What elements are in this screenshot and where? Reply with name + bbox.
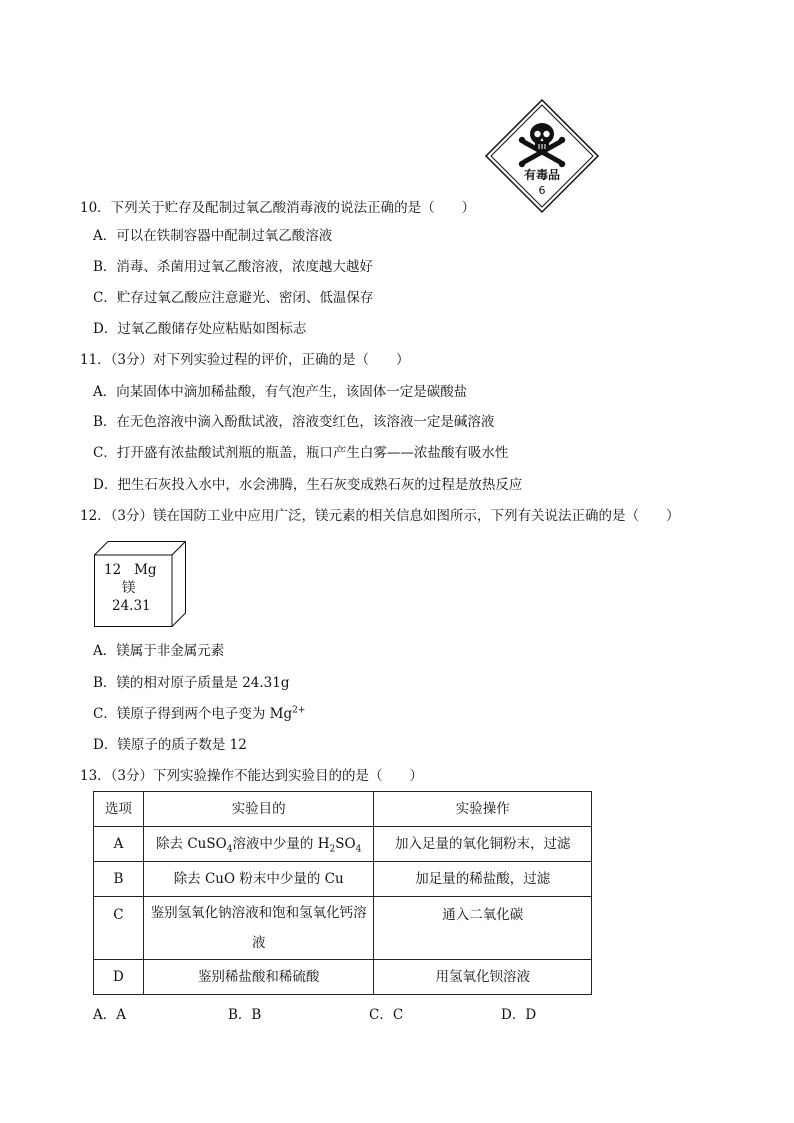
- element-name: 镁: [122, 580, 136, 596]
- element-atomic-mass: 24.31: [112, 598, 151, 614]
- table-row: [94, 960, 592, 995]
- element-symbol: Mg: [134, 562, 157, 578]
- q13-stem: 13．（3分）下列实验操作不能达到实验目的的是（ ）: [80, 768, 424, 784]
- table-cell-purpose: 鉴别氢氧化钠溶液和饱和氢氧化钙溶 液: [143, 897, 374, 960]
- q11-option-d: D．把生石灰投入水中，水会沸腾，生石灰变成熟石灰的过程是放热反应: [93, 477, 523, 493]
- table-header-row: [94, 792, 592, 827]
- hazard-class-number: 6: [538, 184, 546, 197]
- table-row: [94, 827, 592, 862]
- table-cell-option: C: [94, 897, 144, 960]
- table-header: 实验目的: [143, 792, 374, 827]
- table-cell-operation: 用氢氧化钡溶液: [374, 960, 592, 995]
- q12-option-b: B．镁的相对原子质量是 24.31g: [93, 675, 290, 691]
- q10-option-b: B．消毒、杀菌用过氧乙酸溶液，浓度越大越好: [93, 259, 373, 275]
- q11-option-c: C．打开盛有浓盐酸试剂瓶的瓶盖，瓶口产生白雾——浓盐酸有吸水性: [93, 445, 509, 461]
- table-row: [94, 862, 592, 897]
- table-header: 选项: [94, 792, 144, 827]
- toxic-hazard-sign: [484, 98, 600, 214]
- table-cell-option: A: [94, 827, 144, 862]
- table-cell-operation: 通入二氧化碳: [374, 897, 592, 960]
- hazard-sign-label: 有毒品: [523, 168, 561, 182]
- table-cell-option: B: [94, 862, 144, 897]
- table-cell-purpose: 除去 CuSO$_4$溶液中少量的 $H_2SO_4$: [143, 827, 374, 862]
- q10-option-c: C．贮存过氧乙酸应注意避光、密闭、低温保存: [93, 290, 374, 306]
- q13-answer-c: C．C: [369, 1007, 404, 1023]
- q11-stem: 11．（3分）对下列实验过程的评价，正确的是（ ）: [80, 352, 410, 368]
- mg-ion-charge: 2+: [292, 705, 306, 716]
- element-info-cube: [94, 541, 186, 627]
- table-cell-option: D: [94, 960, 144, 995]
- q11-option-b: B．在无色溶液中滴入酚酞试液，溶液变红色，该溶液一定是碱溶液: [93, 414, 495, 430]
- element-atomic-number: 12: [104, 562, 122, 578]
- q12-option-c: C．镁原子得到两个电子变为 $Mg^{2+}$: [93, 705, 306, 722]
- q13-answer-b: B．B: [228, 1007, 262, 1023]
- table-row: [94, 897, 592, 960]
- experiment-table: [93, 791, 592, 995]
- table-header: 实验操作: [374, 792, 592, 827]
- q10-option-d: D．过氧乙酸储存处应粘贴如图标志: [93, 321, 307, 337]
- q12-option-d: D．镁原子的质子数是 12: [93, 737, 247, 753]
- table-cell-operation: 加足量的稀盐酸，过滤: [374, 862, 592, 897]
- q11-option-a: A．向某固体中滴加稀盐酸，有气泡产生，该固体一定是碳酸盐: [93, 384, 468, 400]
- table-cell-operation: 加入足量的氧化铜粉末，过滤: [374, 827, 592, 862]
- table-cell-purpose: 鉴别稀盐酸和稀硫酸: [143, 960, 374, 995]
- table-cell-purpose: 除去 CuO 粉末中少量的 Cu: [143, 862, 374, 897]
- q13-answer-d: D．D: [501, 1007, 537, 1023]
- q10-option-a: A．可以在铁制容器中配制过氧乙酸溶液: [93, 228, 333, 244]
- q13-answer-a: A．A: [93, 1007, 126, 1023]
- q12-stem: 12．（3分）镁在国防工业中应用广泛，镁元素的相关信息如图所示，下列有关说法正确的是（ ）: [80, 508, 680, 524]
- q10-stem: 10．下列关于贮存及配制过氧乙酸消毒液的说法正确的是（ ）: [80, 200, 476, 216]
- q12-option-a: A．镁属于非金属元素: [93, 643, 225, 659]
